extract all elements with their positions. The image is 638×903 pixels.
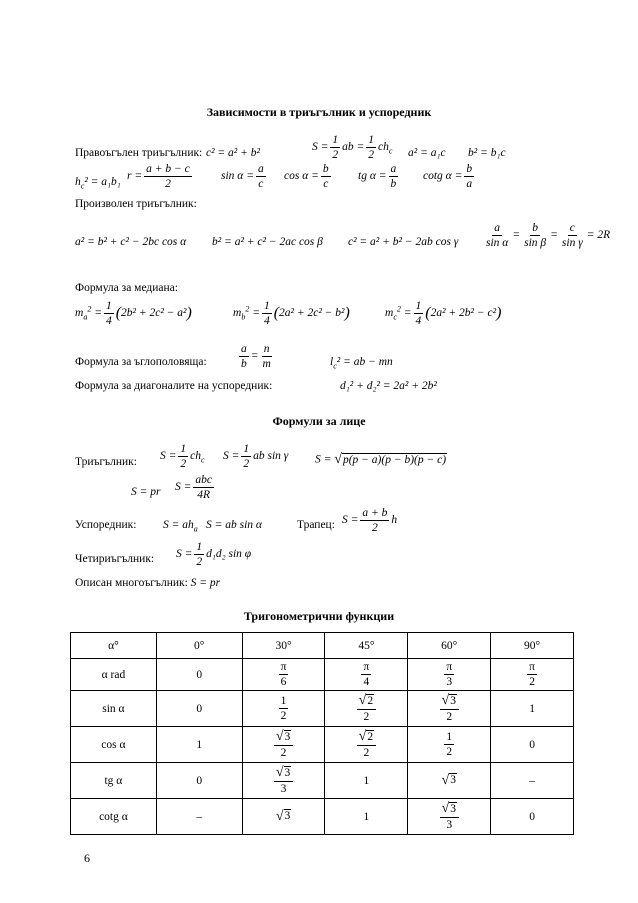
- table-cell: –: [156, 799, 242, 835]
- trapezoid-label: Трапец:: [297, 519, 335, 531]
- triangle-area-label: Триъгълник:: [75, 456, 137, 468]
- triangle-area-sine-formula: S = $\frac{1}{2}$ ab sin γ: [223, 443, 289, 471]
- table-cell: $\frac{√3}{3}$: [408, 799, 491, 835]
- median-a-formula: $m_a^2$ = $\frac{1}{4}$ (2b² + 2c² − a²): [75, 300, 192, 328]
- cotangent-formula: cotg α = $\frac{b}{a}$: [423, 163, 473, 191]
- table-row-label: cotg α: [71, 799, 157, 835]
- table-row: [71, 691, 574, 727]
- table-cell: 0: [156, 659, 242, 691]
- tangent-formula: tg α = $\frac{a}{b}$: [358, 163, 397, 191]
- table-cell: $\frac{√2}{2}$: [325, 691, 408, 727]
- law-of-sines: $\frac{a}{\text{sin α}}$ = $\frac{b}{\text{sin β}}$ = $\frac{c}{\text{sin γ}}$ = 2R: [486, 222, 611, 250]
- table-cell: 0: [491, 799, 574, 835]
- bisector-ratio-formula: $\frac{a}{b}$ = $\frac{n}{m}$: [241, 343, 271, 371]
- table-row-label: sin α: [71, 691, 157, 727]
- area-circumradius-formula: S = $\frac{\text{abc}}{4R}$: [175, 474, 212, 502]
- table-cell: 0: [491, 727, 574, 763]
- diagonals-label: Формула за диагоналите на успоредник:: [75, 380, 273, 392]
- pythagoras-formula: c² = a² + b²: [206, 147, 260, 159]
- law-of-cosines-b: b² = a² + c² − 2ac cos β: [212, 236, 323, 248]
- table-cell: $\frac{\pi}{2}$: [491, 659, 574, 691]
- table-cell: $\frac{1}{2}$: [408, 727, 491, 763]
- table-row-label: α rad: [71, 659, 157, 691]
- table-header-cell: α°: [71, 633, 157, 659]
- table-row: [71, 763, 574, 799]
- parallelogram-area-height-formula: $S = ah_a$: [163, 519, 198, 534]
- sine-formula: sin α = $\frac{a}{c}$: [221, 163, 264, 191]
- trapezoid-area-formula: S = $\frac{a + b}{2}$ h: [342, 507, 398, 535]
- polygon-area-label: Описан многоъгълник: S = pr: [75, 577, 221, 589]
- diagonals-formula: d₁² + d₂² = 2a² + 2b²: [340, 380, 437, 392]
- table-cell: 1: [491, 691, 574, 727]
- table-cell: $\frac{√2}{2}$: [325, 727, 408, 763]
- table-cell: 1: [325, 763, 408, 799]
- leg-projection-b: b² = b₁c: [468, 147, 506, 159]
- table-header-cell: 90°: [491, 633, 574, 659]
- triangle-area-height-formula: S = $\frac{1}{2}$ $ch_c$: [160, 443, 205, 471]
- right-triangle-label: Правоъгълен триъгълник:: [75, 147, 203, 159]
- bisector-length-formula: $l_c^2$ = ab − mn: [330, 356, 393, 371]
- parallelogram-area-label: Успоредник:: [75, 519, 137, 531]
- table-cell: 0: [156, 763, 242, 799]
- table-header-cell: 60°: [408, 633, 491, 659]
- table-row-label: cos α: [71, 727, 157, 763]
- table-cell: √3: [242, 799, 325, 835]
- table-cell: $\frac{\pi}{3}$: [408, 659, 491, 691]
- area-formulas-heading: Формули за лице: [272, 414, 366, 428]
- trig-values-table: [70, 632, 574, 835]
- table-cell: $\frac{√3}{2}$: [242, 727, 325, 763]
- table-cell: $\frac{\pi}{6}$: [242, 659, 325, 691]
- table-header-cell: 30°: [242, 633, 325, 659]
- height-formula: $h_c^2 = a_1b_1$: [75, 176, 121, 191]
- bisector-label: Формула за ъглополовяща:: [75, 356, 207, 368]
- table-row: [71, 799, 574, 835]
- table-row: [71, 659, 574, 691]
- page-title: Зависимости в триъгълник и успоредник: [206, 105, 432, 119]
- table-cell: √3: [408, 763, 491, 799]
- table-header-row: [71, 633, 574, 659]
- table-row: [71, 727, 574, 763]
- heron-formula: S = √p(p − a)(p − b)(p − c): [315, 452, 447, 467]
- page-number: 6: [84, 851, 90, 865]
- table-cell: 1: [325, 799, 408, 835]
- quadrilateral-area-formula: S = $\frac{1}{2}$ d₁d₂ sin φ: [176, 541, 252, 569]
- table-cell: –: [491, 763, 574, 799]
- table-cell: 0: [156, 691, 242, 727]
- median-c-formula: $m_c^2$ = $\frac{1}{4}$ (2a² + 2b² − c²): [385, 300, 502, 328]
- inradius-formula: r = $\frac{a + b - c}{2}$: [127, 163, 190, 191]
- right-triangle-area-formula: S = $\frac{1}{2}$ ab = $\frac{1}{2}$ $ch_c$: [312, 134, 393, 162]
- table-header-cell: 45°: [325, 633, 408, 659]
- trig-functions-heading: Тригонометрични функции: [243, 609, 395, 623]
- table-header-cell: 0°: [156, 633, 242, 659]
- median-b-formula: $m_b^2$ = $\frac{1}{4}$ (2a² + 2c² − b²): [233, 300, 350, 328]
- polygon-area-formula: S = pr: [190, 577, 221, 589]
- table-cell: 1: [156, 727, 242, 763]
- arbitrary-triangle-label: Произволен триъгълник:: [75, 198, 197, 210]
- table-cell: $\frac{\pi}{4}$: [325, 659, 408, 691]
- parallelogram-area-sine-formula: S = ab sin α: [206, 519, 262, 531]
- median-label: Формула за медиана:: [75, 282, 178, 294]
- law-of-cosines-a: a² = b² + c² − 2bc cos α: [75, 236, 187, 248]
- table-cell: $\frac{√3}{3}$: [242, 763, 325, 799]
- law-of-cosines-c: c² = a² + b² − 2ab cos γ: [348, 236, 459, 248]
- quadrilateral-area-label: Четириъгълник:: [75, 553, 155, 565]
- leg-projection-a: a² = a₁c: [408, 147, 446, 159]
- table-cell: $\frac{1}{2}$: [242, 691, 325, 727]
- table-cell: $\frac{√3}{2}$: [408, 691, 491, 727]
- table-row-label: tg α: [71, 763, 157, 799]
- cosine-formula: cos α = $\frac{b}{c}$: [284, 163, 329, 191]
- area-inradius-formula: S = pr: [131, 486, 161, 498]
